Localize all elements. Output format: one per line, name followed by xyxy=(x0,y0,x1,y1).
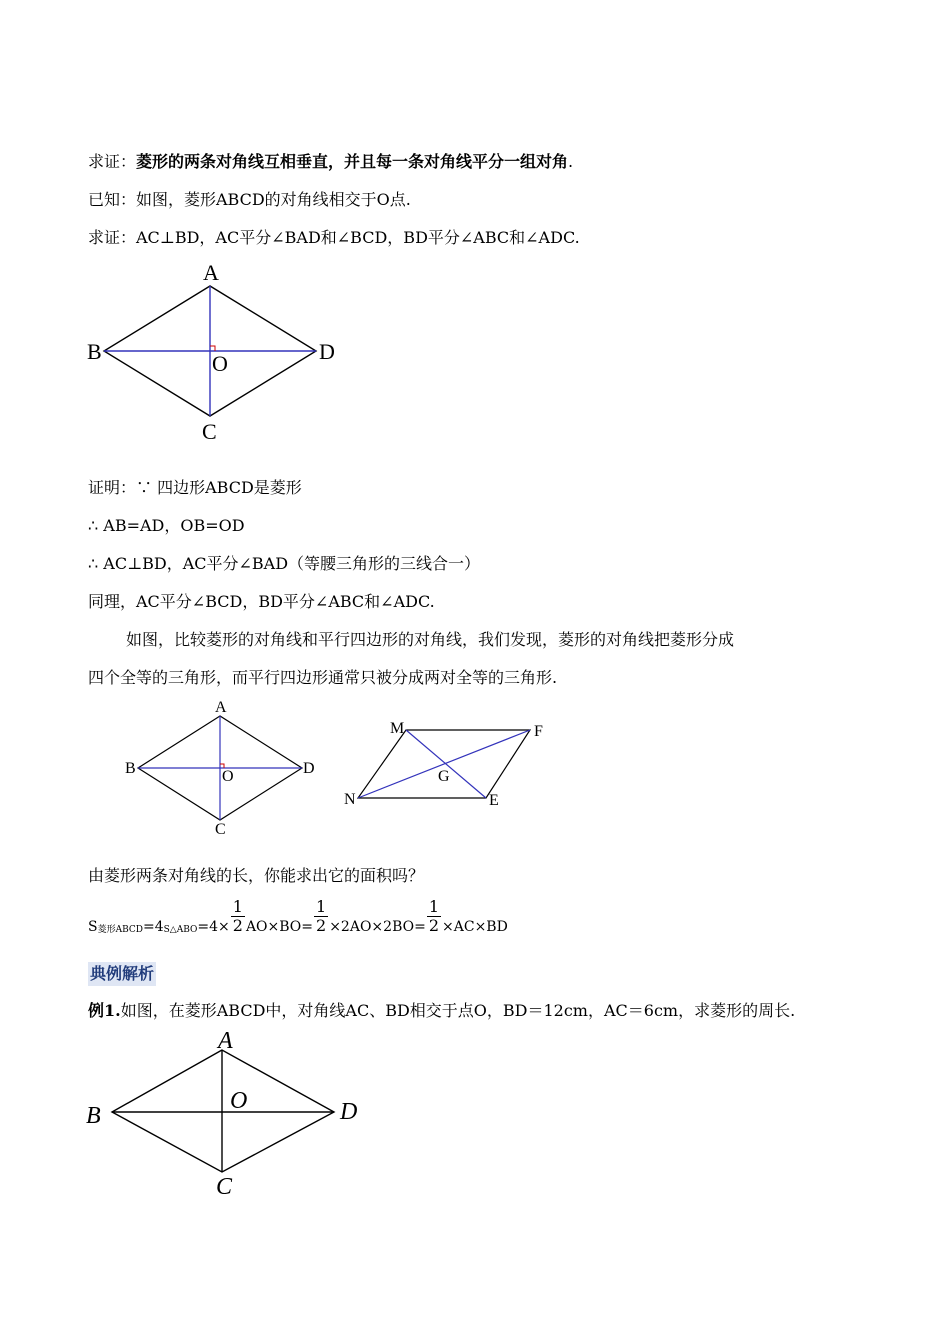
example-text: 如图，在菱形ABCD中，对角线AC、BD相交于点O，BD＝12cm，AC＝6cm，求菱形的周长. xyxy=(120,1001,796,1020)
label-f: F xyxy=(534,723,543,740)
area-question: 由菱形两条对角线的长，你能求出它的面积吗？ xyxy=(88,866,425,885)
label-a: A xyxy=(203,260,219,285)
label-n: N xyxy=(344,791,356,808)
fraction-half-3: $\frac{1}{2}$ xyxy=(428,897,440,935)
diagonal-me xyxy=(406,730,486,798)
rhombus-outline xyxy=(112,1050,334,1172)
label-c: C xyxy=(216,1174,233,1200)
label-o: O xyxy=(212,351,228,376)
theorem-line xyxy=(88,150,573,174)
fraction-half-1: $\frac{1}{2}$ xyxy=(232,897,243,935)
comparison-line-2: 四个全等的三角形，而平行四边形通常只被分成两对全等的三角形. xyxy=(88,668,558,687)
parallelogram-figure xyxy=(340,712,560,818)
diagonal-nf xyxy=(358,730,530,798)
label-b: B xyxy=(125,760,136,777)
label-o: O xyxy=(230,1088,248,1114)
theorem-statement: 菱形的两条对角线互相垂直，并且每一条对角线平分一组对角 xyxy=(136,152,569,171)
label-b: B xyxy=(86,1103,101,1129)
label-d: D xyxy=(340,1099,358,1125)
label-g: G xyxy=(438,768,450,785)
proof-line-1: 证明：∵ 四边形ABCD是菱形 xyxy=(88,478,302,497)
area-part1: AO×BO= xyxy=(245,919,314,935)
area-s-sub: 菱形ABCD xyxy=(97,925,143,935)
label-c: C xyxy=(215,821,226,838)
area-part3: ×AC×BD xyxy=(442,919,508,935)
label-a: A xyxy=(215,699,227,716)
area-eq2: =4× xyxy=(197,919,230,935)
label-m: M xyxy=(390,720,405,737)
label-d: D xyxy=(319,339,335,364)
area-eq1: =4 xyxy=(142,919,164,935)
fraction-half-2: $\frac{1}{2}$ xyxy=(316,897,327,935)
label-d: D xyxy=(303,760,315,777)
label-b: B xyxy=(87,339,102,364)
rhombus-figure-4 xyxy=(82,1026,382,1206)
label-a: A xyxy=(218,1028,233,1054)
proof-line-2: ∴ AB=AD，OB=OD xyxy=(88,516,245,535)
area-formula xyxy=(88,898,508,935)
proof-line-4: 同理，AC平分∠BCD，BD平分∠ABC和∠ADC. xyxy=(88,592,435,611)
area-part2: ×2AO×2BO= xyxy=(329,919,426,935)
area-s: S xyxy=(88,919,98,935)
proof-line-3: ∴ AC⊥BD，AC平分∠BAD（等腰三角形的三线合一） xyxy=(88,554,481,573)
section-heading: 典例解析 xyxy=(88,962,156,986)
prove-label: 求证： xyxy=(88,152,137,171)
area-s2-sub: S△ABO xyxy=(163,925,198,935)
theorem-period: . xyxy=(568,152,574,171)
to-prove-line: 求证：AC⊥BD，AC平分∠BAD和∠BCD，BD平分∠ABC和∠ADC. xyxy=(88,228,580,247)
given-line: 已知：如图，菱形ABCD的对角线相交于O点. xyxy=(88,190,411,209)
example-label: 例1. xyxy=(88,1001,121,1020)
comparison-line-1: 如图，比较菱形的对角线和平行四边形的对角线，我们发现，菱形的对角线把菱形分成 xyxy=(126,630,735,649)
example-1 xyxy=(88,999,795,1023)
label-e: E xyxy=(489,792,499,809)
rhombus-figure-1 xyxy=(84,258,340,448)
label-o: O xyxy=(222,768,234,785)
rhombus-figure-2 xyxy=(120,696,320,842)
label-c: C xyxy=(202,419,217,444)
